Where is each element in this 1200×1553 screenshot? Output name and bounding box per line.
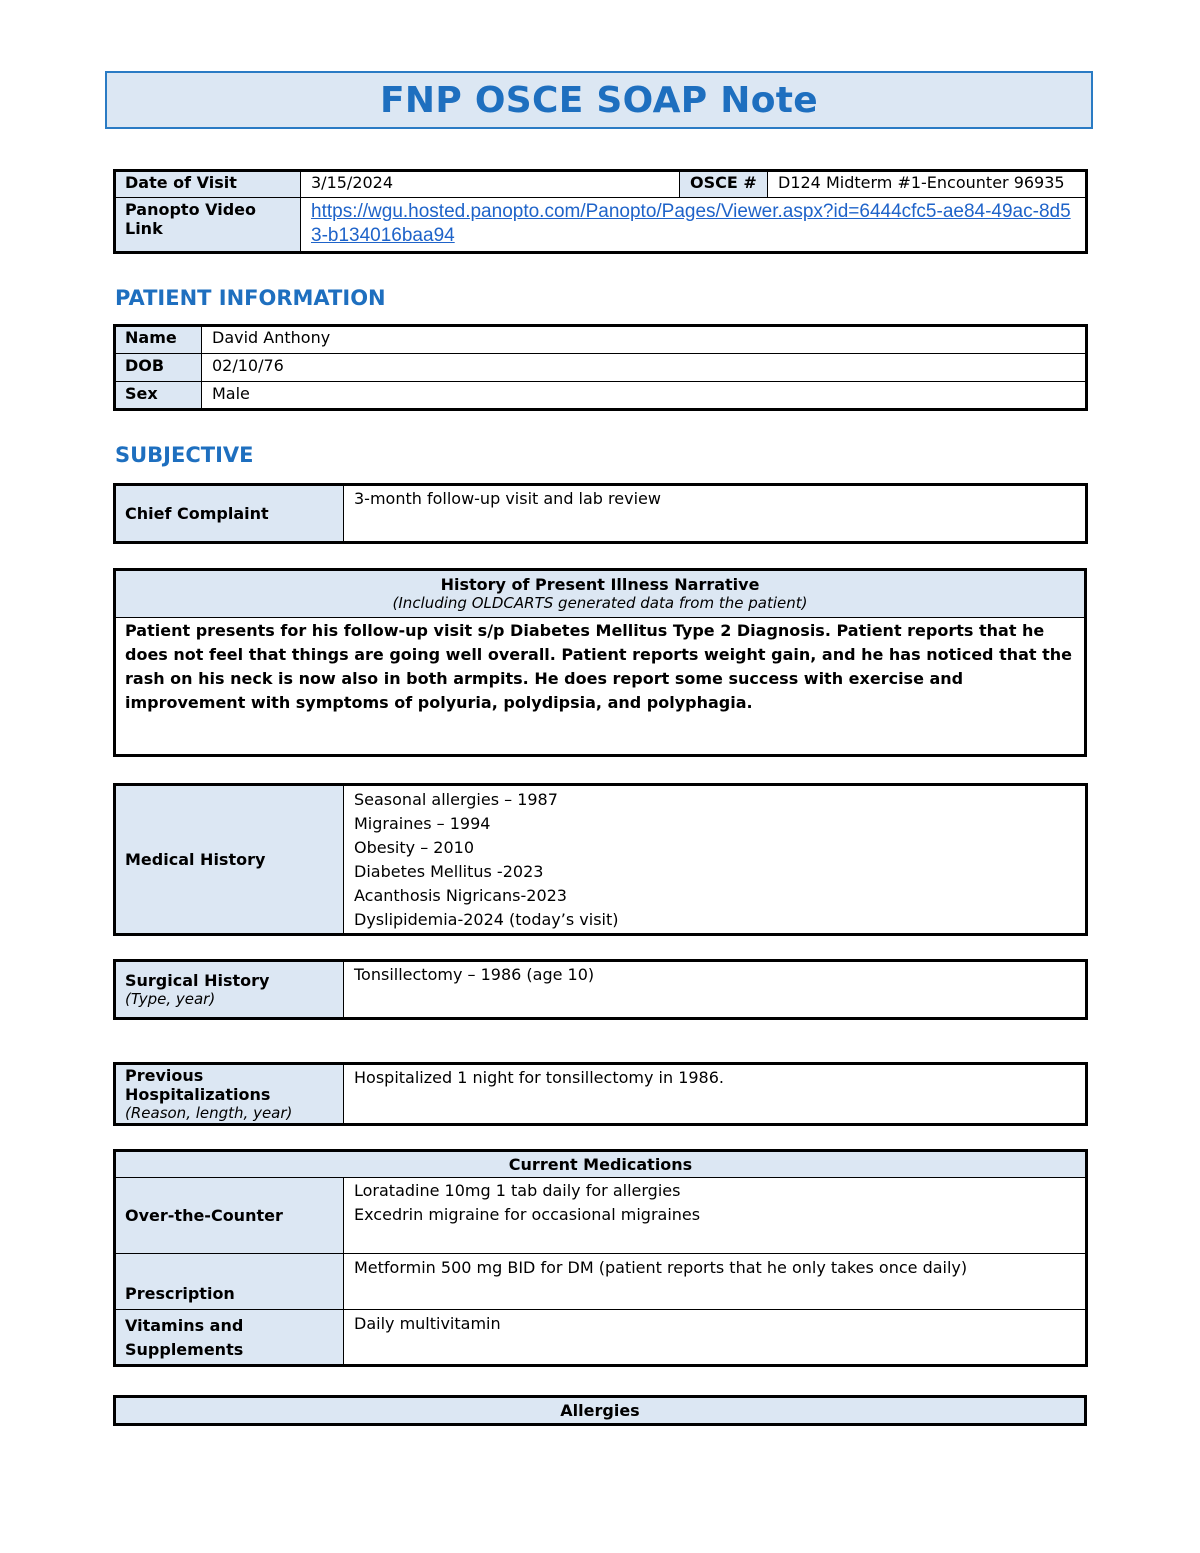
- hpi-narrative: Patient presents for his follow-up visit s/p Diabetes Mellitus Type 2 Diagnosis. Patient reports that he does not feel that things are going well overall. Patient reports weight gain, and he has noticed that the rash on his neck is now also in both armpits. He does report some success with exercise and improvement with symptoms of polyuria, polydipsia, and polyphagia.: [115, 618, 1086, 756]
- medical-history-item: Seasonal allergies – 1987: [354, 790, 558, 809]
- visit-table: [114, 170, 1087, 253]
- patient-info-table: [114, 325, 1087, 410]
- surgical-history-label: Surgical History: [125, 971, 270, 990]
- sex-label: Sex: [115, 382, 202, 410]
- surgical-history-value: Tonsillectomy – 1986 (age 10): [344, 961, 1087, 1019]
- hpi-subtitle: (Including OLDCARTS generated data from the patient): [392, 594, 808, 612]
- otc-item: Loratadine 10mg 1 tab daily for allergies: [354, 1181, 681, 1200]
- surgical-history-label-cell: [115, 961, 344, 1019]
- subjective-heading: SUBJECTIVE: [115, 443, 254, 467]
- medical-history-item: Migraines – 1994: [354, 814, 491, 833]
- hospitalizations-sub: (Reason, length, year): [125, 1104, 293, 1122]
- hospitalizations-label: Previous Hospitalizations: [125, 1066, 271, 1104]
- vitamins-value: Daily multivitamin: [344, 1310, 1087, 1366]
- chief-complaint-table: [114, 484, 1087, 543]
- hpi-header: [115, 570, 1086, 618]
- medical-history-label: Medical History: [115, 785, 344, 935]
- allergies-table: [114, 1396, 1086, 1425]
- osce-value: D124 Midterm #1-Encounter 96935: [768, 171, 1087, 198]
- otc-item: Excedrin migraine for occasional migraines: [354, 1205, 701, 1224]
- patient-information-heading: PATIENT INFORMATION: [115, 286, 386, 310]
- otc-list: [344, 1178, 1087, 1254]
- medical-history-table: [114, 784, 1087, 935]
- medical-history-item: Acanthosis Nigricans-2023: [354, 886, 567, 905]
- medical-history-list: [344, 785, 1087, 935]
- prescription-label: Prescription: [115, 1254, 344, 1310]
- surgical-history-sub: (Type, year): [125, 990, 216, 1008]
- page-title: FNP OSCE SOAP Note: [380, 79, 818, 121]
- medical-history-item: Diabetes Mellitus -2023: [354, 862, 544, 881]
- hospitalizations-label-cell: [115, 1064, 344, 1125]
- sex-value: Male: [202, 382, 1087, 410]
- chief-complaint-value: 3-month follow-up visit and lab review: [344, 485, 1087, 543]
- medical-history-item: Obesity – 2010: [354, 838, 475, 857]
- panopto-video-link[interactable]: https://wgu.hosted.panopto.com/Panopto/Pages/Viewer.aspx?id=6444cfc5-ae84-49ac-8d53-b134016baa94: [311, 201, 1071, 246]
- name-value: David Anthony: [202, 326, 1087, 354]
- otc-label: Over-the-Counter: [115, 1178, 344, 1254]
- title-banner: [105, 71, 1093, 129]
- dob-label: DOB: [115, 354, 202, 382]
- chief-complaint-label: Chief Complaint: [115, 485, 344, 543]
- hospitalizations-value: Hospitalized 1 night for tonsillectomy in 1986.: [344, 1064, 1087, 1125]
- name-label: Name: [115, 326, 202, 354]
- medical-history-item: Dyslipidemia-2024 (today’s visit): [354, 910, 619, 929]
- hospitalizations-table: [114, 1063, 1087, 1125]
- vitamins-label: Vitamins and Supplements: [115, 1310, 344, 1366]
- medications-table: [114, 1150, 1087, 1366]
- video-link-label: Panopto Video Link: [115, 198, 301, 253]
- date-of-visit-value: 3/15/2024: [301, 171, 680, 198]
- date-of-visit-label: Date of Visit: [115, 171, 301, 198]
- dob-value: 02/10/76: [202, 354, 1087, 382]
- medications-heading: Current Medications: [115, 1151, 1087, 1178]
- hpi-title: History of Present Illness Narrative: [440, 575, 760, 594]
- hpi-table: [114, 569, 1086, 756]
- osce-label: OSCE #: [680, 171, 768, 198]
- prescription-value: Metformin 500 mg BID for DM (patient reports that he only takes once daily): [344, 1254, 1087, 1310]
- surgical-history-table: [114, 960, 1087, 1019]
- allergies-heading: Allergies: [115, 1397, 1086, 1425]
